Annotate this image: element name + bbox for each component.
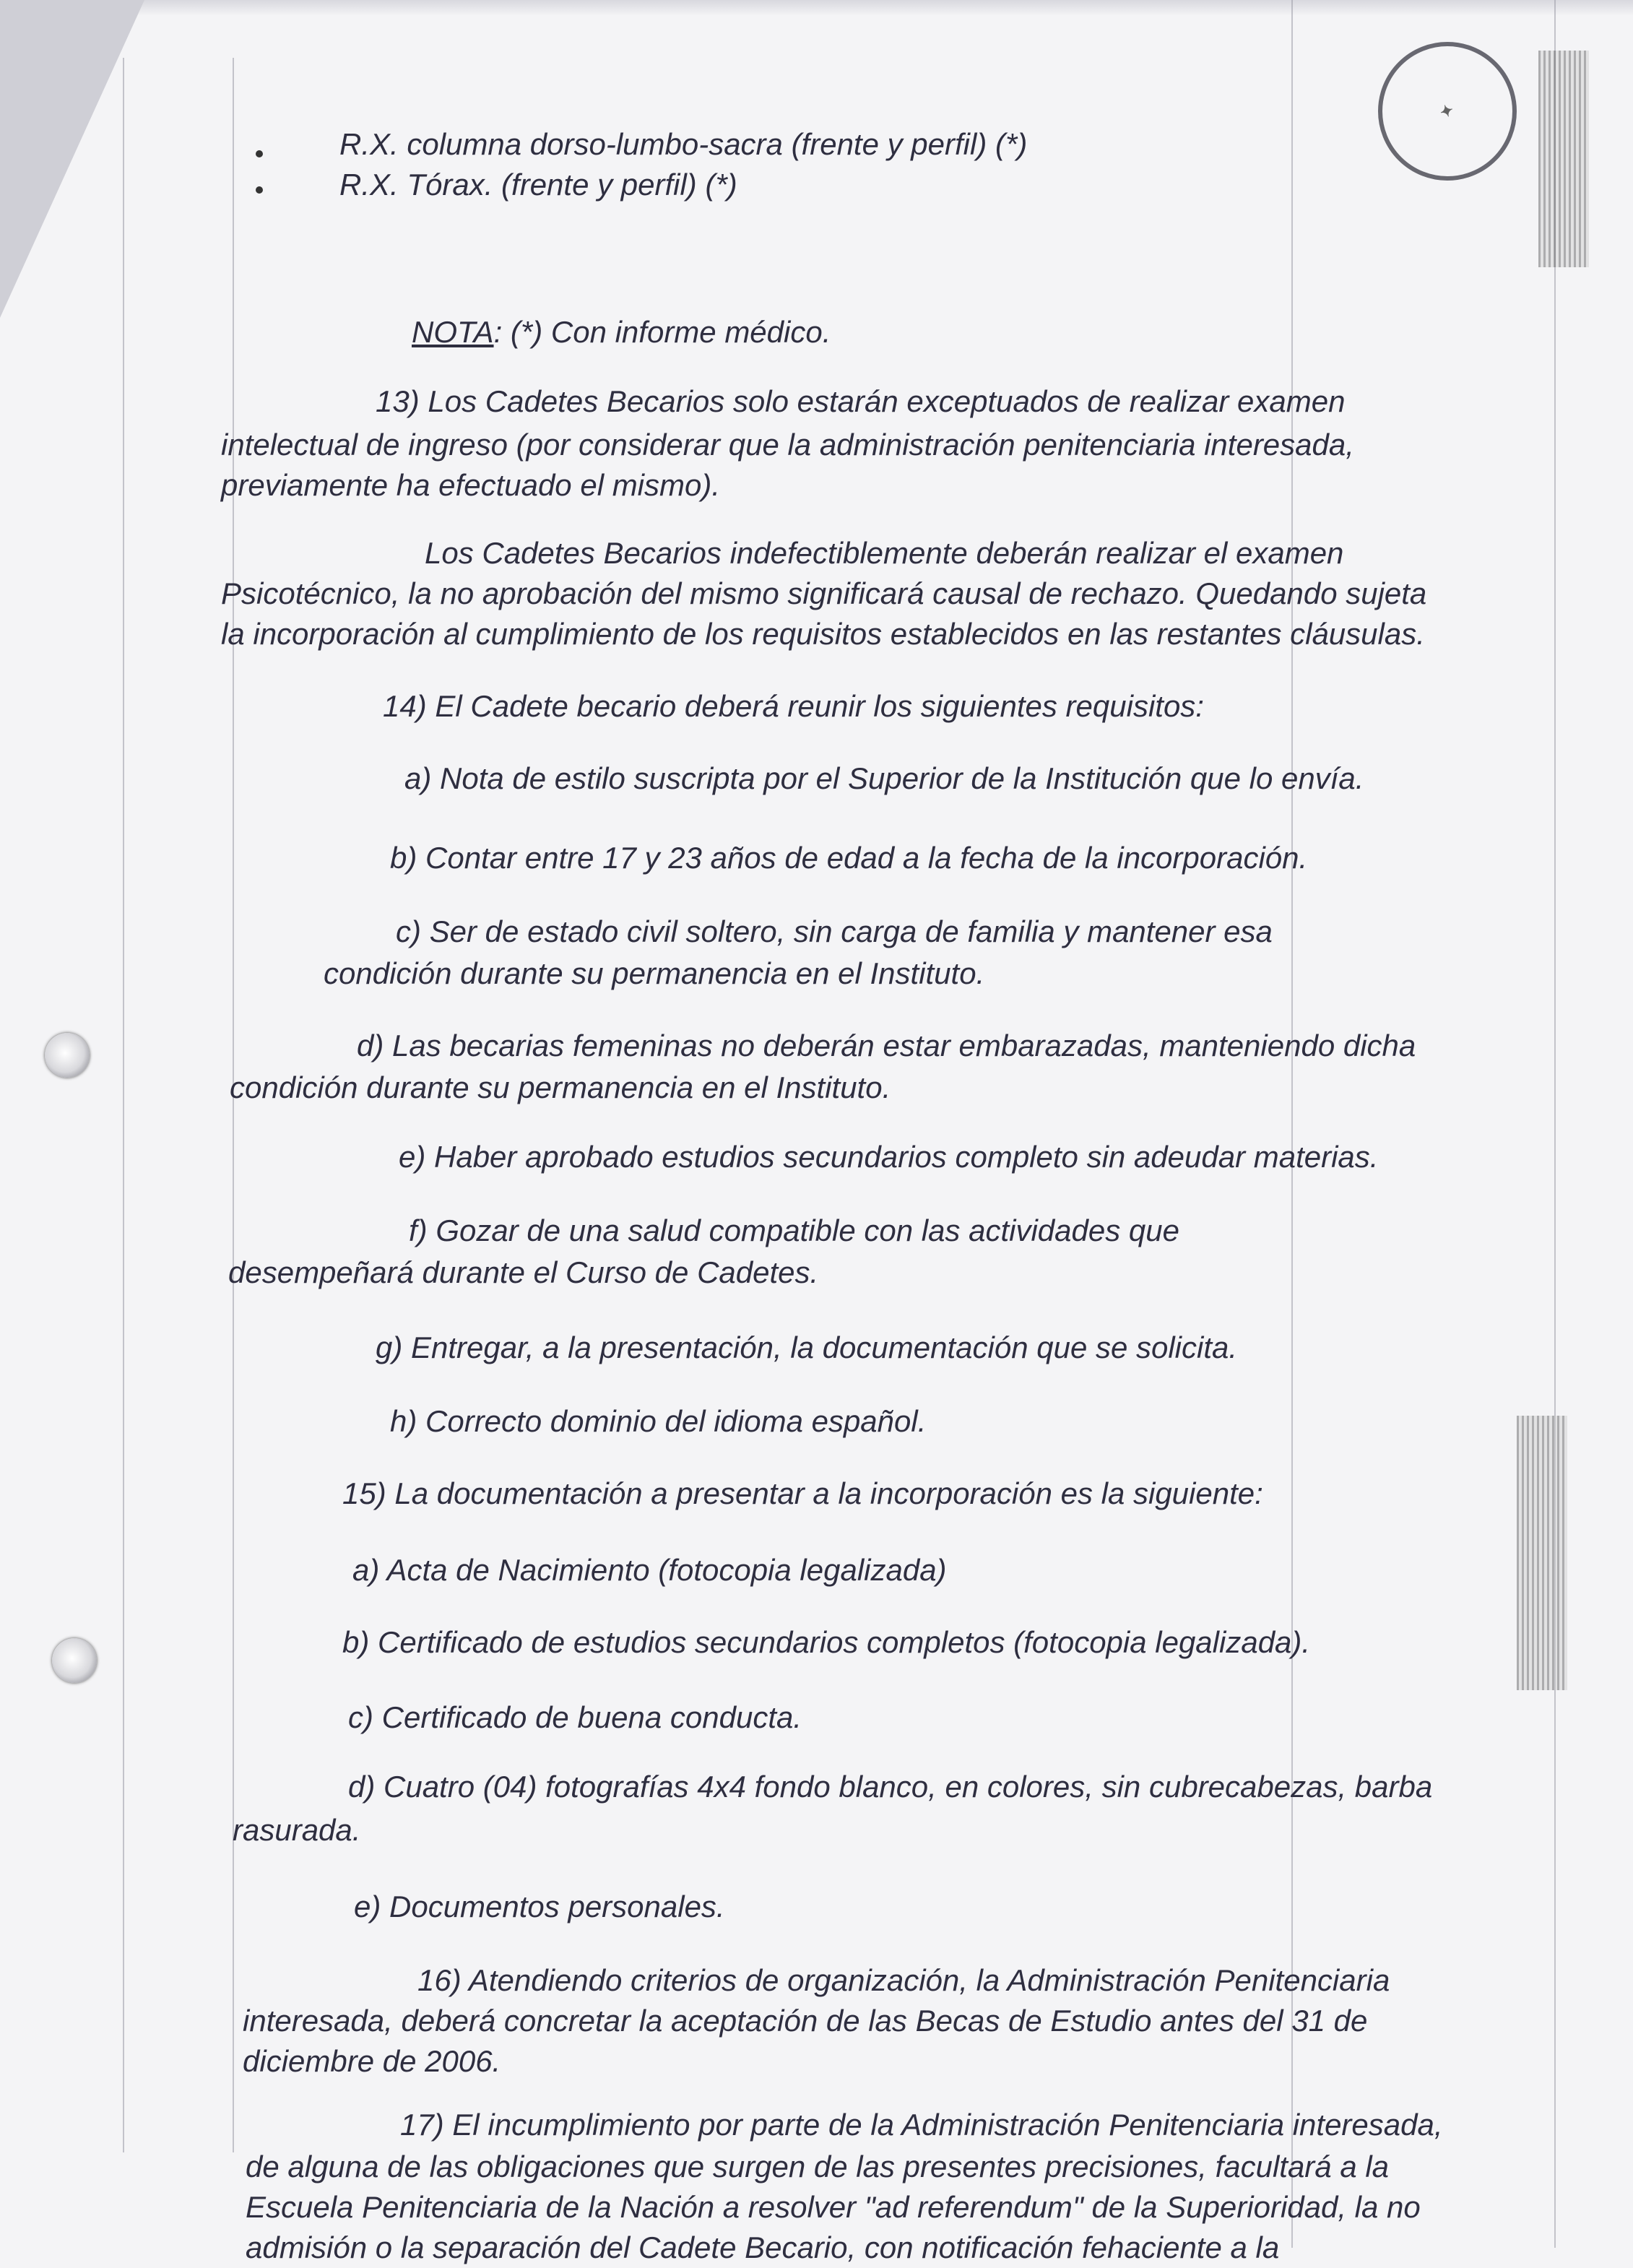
bullet-dot (256, 186, 263, 194)
paragraph-13-line: previamente ha efectuado el mismo). (221, 468, 721, 502)
paragraph-13b-line: Los Cadetes Becarios indefectiblemente deberán realizar el examen (425, 536, 1344, 570)
document-b: b) Certificado de estudios secundarios completos (fotocopia legalizada). (342, 1625, 1311, 1659)
copy-smear-top (1538, 51, 1589, 267)
document-d-cont: rasurada. (233, 1813, 361, 1847)
requirement-f-cont: desempeñará durante el Curso de Cadetes. (228, 1255, 819, 1289)
document-e: e) Documentos personales. (354, 1890, 725, 1923)
requirement-e: e) Haber aprobado estudios secundarios completo sin adeudar materias. (399, 1140, 1379, 1174)
seal-stamp: ✦ (1378, 42, 1517, 181)
requirement-a: a) Nota de estilo suscripta por el Superior de la Institución que lo envía. (404, 761, 1364, 795)
paragraph-13b-line: Psicotécnico, la no aprobación del mismo significará causal de rechazo. Quedando sujeta (221, 576, 1427, 610)
paragraph-17-line: admisión o la separación del Cadete Becario, con notificación fehaciente a la (246, 2230, 1280, 2264)
left-margin-line (123, 58, 124, 2152)
document-d: d) Cuatro (04) fotografías 4x4 fondo blanco, en colores, sin cubrecabezas, barba (348, 1770, 1433, 1804)
requirement-c-cont: condición durante su permanencia en el Instituto. (324, 956, 985, 990)
bullet-item: R.X. Tórax. (frente y perfil) (*) (339, 168, 737, 202)
paragraph-17-line: Escuela Penitenciaria de la Nación a resolver "ad referendum" de la Superioridad, la no (246, 2190, 1421, 2224)
paragraph-15: 15) La documentación a presentar a la incorporación es la siguiente: (342, 1476, 1263, 1510)
punch-hole-top (45, 1033, 90, 1078)
paragraph-17-line: 17) El incumplimiento por parte de la Administración Penitenciaria interesada, (400, 2108, 1443, 2142)
paragraph-13-line: 13) Los Cadetes Becarios solo estarán exceptuados de realizar examen (376, 384, 1346, 418)
requirement-h: h) Correcto dominio del idioma español. (390, 1404, 927, 1438)
bullet-dot (256, 150, 263, 157)
nota-label: NOTA (412, 315, 494, 349)
right-fold-line (1554, 0, 1556, 2248)
punch-hole-bottom (52, 1638, 97, 1683)
requirement-c: c) Ser de estado civil soltero, sin carga de familia y mantener esa (396, 914, 1273, 948)
nota-line (412, 312, 831, 352)
document-a: a) Acta de Nacimiento (fotocopia legalizada) (352, 1553, 947, 1587)
requirement-d-cont: condición durante su permanencia en el Instituto. (230, 1070, 891, 1104)
copy-smear-mid (1517, 1416, 1567, 1690)
paragraph-17-line: de alguna de las obligaciones que surgen de las presentes precisiones, facultará a la (246, 2150, 1390, 2183)
requirement-b: b) Contar entre 17 y 23 años de edad a la fecha de la incorporación. (390, 841, 1308, 875)
paragraph-16-line: diciembre de 2006. (243, 2044, 501, 2078)
paragraph-14: 14) El Cadete becario deberá reunir los siguientes requisitos: (383, 689, 1204, 723)
paragraph-13b-line: la incorporación al cumplimiento de los requisitos establecidos en las restantes cláusulas. (221, 617, 1425, 651)
paragraph-13-line: intelectual de ingreso (por considerar que la administración penitenciaria interesada, (221, 428, 1354, 462)
requirement-g: g) Entregar, a la presentación, la documentación que se solicita. (376, 1330, 1238, 1364)
bullet-item: R.X. columna dorso-lumbo-sacra (frente y perfil) (*) (339, 127, 1028, 161)
page-edge-shadow (0, 0, 1633, 16)
requirement-d: d) Las becarias femeninas no deberán estar embarazadas, manteniendo dicha (357, 1029, 1416, 1062)
requirement-f: f) Gozar de una salud compatible con las actividades que (409, 1213, 1179, 1247)
center-fold-line (1291, 0, 1293, 2248)
paragraph-16-line: interesada, deberá concretar la aceptación de las Becas de Estudio antes del 31 de (243, 2004, 1368, 2038)
nota-text: : (*) Con informe médico. (493, 315, 831, 349)
paragraph-16-line: 16) Atendiendo criterios de organización, la Administración Penitenciaria (417, 1963, 1390, 1997)
document-c: c) Certificado de buena conducta. (348, 1700, 802, 1734)
